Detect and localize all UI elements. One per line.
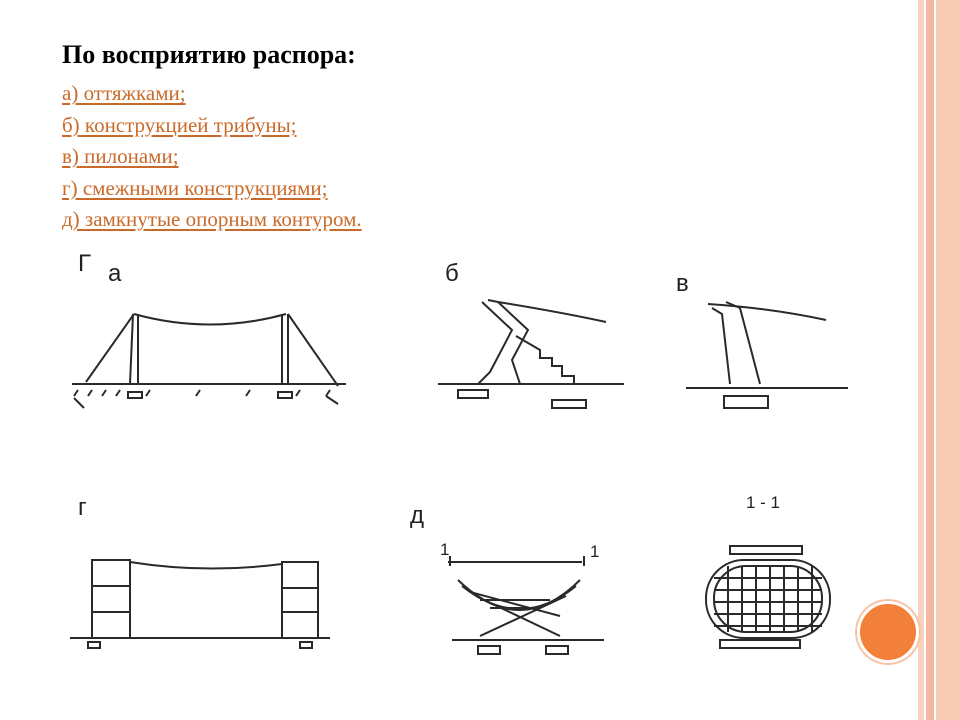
item-link-g[interactable]: г) смежными конструкциями; (62, 175, 328, 200)
section-title: 1 - 1 (746, 493, 781, 512)
figure-section-1-1 (706, 546, 830, 648)
figure-g-adjacent (70, 560, 330, 648)
item-link-a[interactable]: а) оттяжками; (62, 81, 186, 105)
item-link-v[interactable]: в) пилонами; (62, 144, 179, 168)
figure-a-guyed (72, 314, 346, 408)
figure-d-closed (448, 556, 604, 654)
section-mark-right: 1 (590, 542, 600, 561)
figure-label-a: а (108, 260, 122, 287)
section-mark-left: 1 (440, 540, 450, 559)
decor-orange-circle (857, 601, 919, 663)
figure-label-g: г (78, 494, 87, 521)
figure-b-grandstand (438, 300, 624, 408)
figure-label-b: б (445, 260, 459, 287)
item-link-b[interactable]: б) конструкцией трибуны; (62, 112, 297, 137)
figure-v-pylons (686, 302, 848, 408)
figure-label-a-prefix: Г (78, 250, 91, 277)
figure-label-d: д (410, 502, 425, 529)
figure-label-v: в (676, 270, 689, 297)
slide-title: По восприятию распора: (62, 40, 356, 69)
item-link-d[interactable]: д) замкнутые опорным контуром. (62, 207, 362, 231)
